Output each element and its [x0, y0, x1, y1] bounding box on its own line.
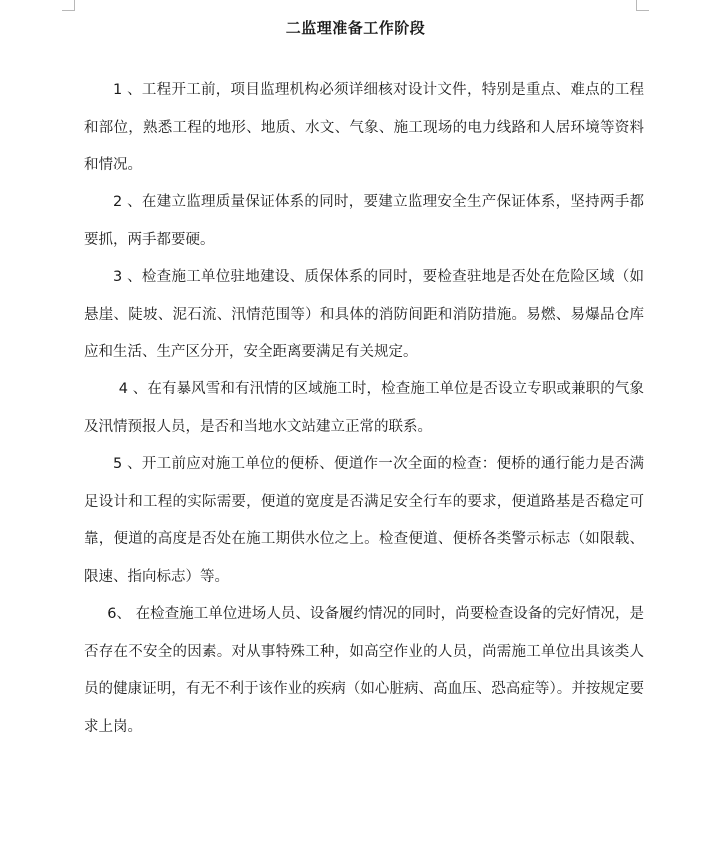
- paragraph-6: 6、 在检查施工单位进场人员、设备履约情况的同时，尚要检查设备的完好情况，是否存在不安全的因素。对从事特殊工种，如高空作业的人员，尚需施工单位出具该类人员的健康证明，有无不利于该作业的疾病（如心脏病、高血压、恐高症等）。并按规定要求上岗。: [84, 606, 644, 735]
- paragraph-5: 5 、开工前应对施工单位的便桥、便道作一次全面的检查：便桥的通行能力是否满足设计和工程的实际需要，便道的宽度是否满足安全行车的要求，便道路基是否稳定可靠，便道的高度是否处在施工期供水位之上。检查便道、便桥各类警示标志（如限载、限速、指向标志）等。: [84, 456, 644, 585]
- paragraph-4: 4 、在有暴风雪和有汛情的区域施工时，检查施工单位是否设立专职或兼职的气象及汛情预报人员，是否和当地水文站建立正常的联系。: [84, 381, 644, 435]
- paragraph-2: 2 、在建立监理质量保证体系的同时，要建立监理安全生产保证体系，坚持两手都要抓，两手都要硬。: [84, 194, 644, 248]
- paragraph-1: 1 、工程开工前，项目监理机构必须详细核对设计文件，特别是重点、难点的工程和部位，熟悉工程的地形、地质、水文、气象、施工现场的电力线路和人居环境等资料和情况。: [84, 82, 644, 173]
- page-corner-mark-right: [636, 0, 649, 11]
- paragraph-3: 3 、检查施工单位驻地建设、质保体系的同时，要检查驻地是否处在危险区域（如悬崖、陡坡、泥石流、汛情范围等）和具体的消防间距和消防措施。易燃、易爆品仓库应和生活、生产区分开，安全距离要满足有关规定。: [84, 269, 644, 360]
- page-corner-mark-left: [62, 0, 75, 11]
- document-title: 二监理准备工作阶段: [285, 19, 426, 37]
